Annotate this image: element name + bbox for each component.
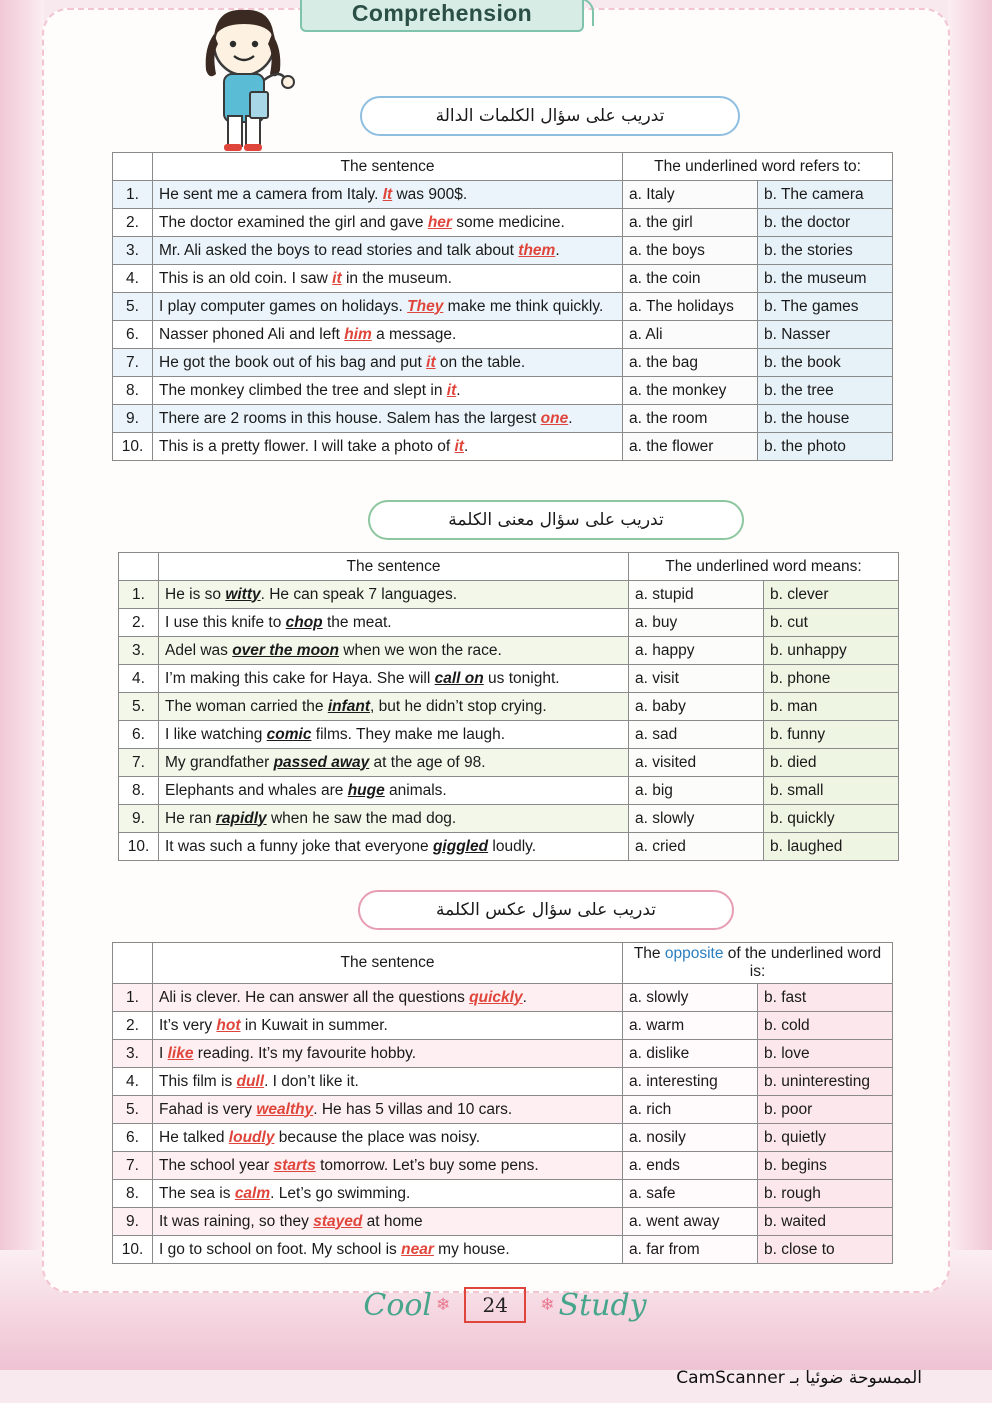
option-b[interactable]: b. unhappy [764, 637, 899, 665]
option-a[interactable]: a. ends [623, 1152, 758, 1180]
row-sentence: Mr. Ali asked the boys to read stories and talk about them. [153, 237, 623, 265]
option-b[interactable]: b. fast [758, 984, 893, 1012]
option-a[interactable]: a. The holidays [623, 293, 758, 321]
option-b[interactable]: b. died [764, 749, 899, 777]
table-row [113, 237, 893, 265]
row-sentence: It’s very hot in Kuwait in summer. [153, 1012, 623, 1040]
table-row [113, 1180, 893, 1208]
underlined-word: it [332, 269, 342, 287]
row-number: 9. [113, 1208, 153, 1236]
row-number: 7. [119, 749, 159, 777]
option-a[interactable]: a. Italy [623, 181, 758, 209]
row-number: 7. [113, 349, 153, 377]
underlined-word: it [454, 437, 464, 455]
row-sentence: The school year starts tomorrow. Let’s buy some pens. [153, 1152, 623, 1180]
row-number: 10. [119, 833, 159, 861]
table-row [113, 265, 893, 293]
row-sentence: The woman carried the infant, but he didn’t stop crying. [159, 693, 629, 721]
table-row [113, 405, 893, 433]
option-a[interactable]: a. baby [629, 693, 764, 721]
footer-ribbon [330, 1276, 680, 1334]
row-number: 6. [113, 321, 153, 349]
option-b[interactable]: b. quietly [758, 1124, 893, 1152]
row-sentence: This film is dull. I don’t like it. [153, 1068, 623, 1096]
row-number: 6. [119, 721, 159, 749]
section-title-1-text: تدريب على سؤال الكلمات الدالة [435, 106, 665, 126]
option-a[interactable]: a. dislike [623, 1040, 758, 1068]
table-row [113, 433, 893, 461]
option-a[interactable]: a. rich [623, 1096, 758, 1124]
row-sentence: I like watching comic films. They make me laugh. [159, 721, 629, 749]
row-sentence: He got the book out of his bag and put it on the table. [153, 349, 623, 377]
option-b[interactable]: b. funny [764, 721, 899, 749]
option-b[interactable]: b. rough [758, 1180, 893, 1208]
row-number: 8. [113, 377, 153, 405]
option-b[interactable]: b. close to [758, 1236, 893, 1264]
row-sentence: It was such a funny joke that everyone giggled loudly. [159, 833, 629, 861]
header-options-2 [629, 553, 899, 581]
page-title [300, 0, 584, 32]
table-row [113, 1152, 893, 1180]
row-number: 1. [113, 181, 153, 209]
table-row [113, 1124, 893, 1152]
option-a[interactable]: a. the girl [623, 209, 758, 237]
table-row [119, 833, 899, 861]
row-sentence: Adel was over the moon when we won the race. [159, 637, 629, 665]
option-b[interactable]: b. man [764, 693, 899, 721]
header-number [119, 553, 159, 581]
option-b[interactable]: b. The games [758, 293, 893, 321]
page-number-box [464, 1287, 526, 1323]
row-sentence: He sent me a camera from Italy. It was 900$. [153, 181, 623, 209]
option-a[interactable]: a. went away [623, 1208, 758, 1236]
table-row [113, 293, 893, 321]
table-row [113, 181, 893, 209]
table-row [113, 209, 893, 237]
row-sentence: He talked loudly because the place was noisy. [153, 1124, 623, 1152]
underlined-word: infant [327, 697, 371, 715]
header-number [113, 153, 153, 181]
row-sentence: Fahad is very wealthy. He has 5 villas and 10 cars. [153, 1096, 623, 1124]
row-sentence: The sea is calm. Let’s go swimming. [153, 1180, 623, 1208]
row-number: 4. [119, 665, 159, 693]
option-a[interactable]: a. visit [629, 665, 764, 693]
row-number: 4. [113, 1068, 153, 1096]
row-number: 5. [113, 1096, 153, 1124]
option-b[interactable]: b. the museum [758, 265, 893, 293]
page-number-text: 24 [482, 1293, 508, 1317]
option-b[interactable]: b. waited [758, 1208, 893, 1236]
option-b[interactable]: b. love [758, 1040, 893, 1068]
option-b[interactable]: b. quickly [764, 805, 899, 833]
table-row [113, 1096, 893, 1124]
row-number: 7. [113, 1152, 153, 1180]
option-a[interactable]: a. buy [629, 609, 764, 637]
table-row [113, 1040, 893, 1068]
row-number: 2. [119, 609, 159, 637]
header-options-3-post: of the underlined word is: [723, 945, 882, 980]
exercise-table-3 [112, 942, 893, 1264]
flower-icon-left: ❄ [436, 1295, 451, 1314]
table-header-row [113, 943, 893, 984]
row-sentence: Nasser phoned Ali and left him a message. [153, 321, 623, 349]
table-row [119, 805, 899, 833]
table-row [119, 721, 899, 749]
option-b[interactable]: b. laughed [764, 833, 899, 861]
header-options-3-pre: The [633, 945, 665, 962]
camscanner-watermark: الممسوحة ضوئيا بـ CamScanner [676, 1368, 922, 1388]
underlined-word: passed away [273, 753, 370, 771]
header-options-2-text: The underlined word means: [665, 557, 862, 575]
row-sentence: The doctor examined the girl and gave her some medicine. [153, 209, 623, 237]
option-a[interactable]: a. Ali [623, 321, 758, 349]
row-sentence: Ali is clever. He can answer all the questions quickly. [153, 984, 623, 1012]
row-number: 1. [113, 984, 153, 1012]
header-options-3 [623, 943, 893, 984]
table-row [119, 581, 899, 609]
footer-cool-text: Cool [363, 1287, 433, 1323]
table-row [119, 749, 899, 777]
underlined-word: one [540, 409, 569, 427]
header-sentence: The sentence [153, 943, 623, 984]
row-number: 8. [113, 1180, 153, 1208]
option-a[interactable]: a. safe [623, 1180, 758, 1208]
option-a[interactable]: a. sad [629, 721, 764, 749]
underlined-word: dull [236, 1072, 265, 1090]
underlined-word: wealthy [256, 1100, 314, 1118]
row-number: 10. [113, 433, 153, 461]
section-title-1 [360, 96, 740, 136]
underlined-word: like [167, 1044, 194, 1062]
row-number: 9. [119, 805, 159, 833]
table-row [119, 665, 899, 693]
underlined-word: call on [434, 669, 484, 687]
row-number: 3. [113, 1040, 153, 1068]
title-banner-tail [566, 0, 594, 26]
table-row [113, 1236, 893, 1264]
option-a[interactable]: a. the boys [623, 237, 758, 265]
row-sentence: The monkey climbed the tree and slept in it. [153, 377, 623, 405]
option-a[interactable]: a. the flower [623, 433, 758, 461]
row-number: 3. [113, 237, 153, 265]
row-sentence: This is a pretty flower. I will take a photo of it. [153, 433, 623, 461]
underlined-word: it [426, 353, 436, 371]
row-sentence: I’m making this cake for Haya. She will call on us tonight. [159, 665, 629, 693]
table-row [113, 1012, 893, 1040]
underlined-word: calm [234, 1184, 271, 1202]
flower-icon-right: ❄ [540, 1295, 555, 1314]
table-row [119, 637, 899, 665]
underlined-word: them [518, 241, 556, 259]
option-a[interactable]: a. far from [623, 1236, 758, 1264]
underlined-word: him [344, 325, 372, 343]
table-row [119, 609, 899, 637]
option-b[interactable]: b. the tree [758, 377, 893, 405]
row-number: 4. [113, 265, 153, 293]
row-sentence: This is an old coin. I saw it in the museum. [153, 265, 623, 293]
row-number: 9. [113, 405, 153, 433]
table-header-row [119, 553, 899, 581]
option-a[interactable]: a. slowly [623, 984, 758, 1012]
option-b[interactable]: b. the stories [758, 237, 893, 265]
option-a[interactable]: a. cried [629, 833, 764, 861]
footer-study-text: Study [558, 1287, 647, 1323]
section-title-2 [368, 500, 744, 540]
option-b[interactable]: b. The camera [758, 181, 893, 209]
row-sentence: I use this knife to chop the meat. [159, 609, 629, 637]
row-sentence: He is so witty. He can speak 7 languages. [159, 581, 629, 609]
row-sentence: It was raining, so they stayed at home [153, 1208, 623, 1236]
option-b[interactable]: b. the book [758, 349, 893, 377]
row-number: 2. [113, 209, 153, 237]
row-number: 3. [119, 637, 159, 665]
option-a[interactable]: a. the monkey [623, 377, 758, 405]
underlined-word: chop [285, 613, 323, 631]
header-sentence: The sentence [159, 553, 629, 581]
table-row [113, 1068, 893, 1096]
page-title-text: Comprehension [351, 0, 533, 26]
row-number: 2. [113, 1012, 153, 1040]
row-sentence: I like reading. It’s my favourite hobby. [153, 1040, 623, 1068]
underlined-word: It [382, 185, 393, 203]
option-b[interactable]: b. poor [758, 1096, 893, 1124]
option-a[interactable]: a. the coin [623, 265, 758, 293]
header-number [113, 943, 153, 984]
option-b[interactable]: b. small [764, 777, 899, 805]
option-a[interactable]: a. nosily [623, 1124, 758, 1152]
option-a[interactable]: a. interesting [623, 1068, 758, 1096]
option-b[interactable]: b. clever [764, 581, 899, 609]
table-row [113, 1208, 893, 1236]
exercise-table-2 [118, 552, 899, 861]
option-b[interactable]: b. uninteresting [758, 1068, 893, 1096]
underlined-word: over the moon [232, 641, 339, 659]
page-border-left [0, 0, 44, 1290]
option-a[interactable]: a. the room [623, 405, 758, 433]
row-sentence: I play computer games on holidays. They make me think quickly. [153, 293, 623, 321]
row-sentence: He ran rapidly when he saw the mad dog. [159, 805, 629, 833]
table-row [119, 693, 899, 721]
header-sentence: The sentence [153, 153, 623, 181]
row-sentence: Elephants and whales are huge animals. [159, 777, 629, 805]
header-options-3-opposite: opposite [664, 945, 724, 962]
row-number: 5. [113, 293, 153, 321]
table-row [113, 377, 893, 405]
page-border-right [948, 0, 992, 1290]
row-number: 6. [113, 1124, 153, 1152]
underlined-word: huge [347, 781, 385, 799]
table-row [113, 349, 893, 377]
option-b[interactable]: b. Nasser [758, 321, 893, 349]
option-b[interactable]: b. the doctor [758, 209, 893, 237]
header-options-1-text: The underlined word refers to: [654, 157, 861, 175]
row-sentence: I go to school on foot. My school is near my house. [153, 1236, 623, 1264]
underlined-word: witty [225, 585, 261, 603]
option-b[interactable]: b. the house [758, 405, 893, 433]
table-row [113, 321, 893, 349]
option-a[interactable]: a. visited [629, 749, 764, 777]
underlined-word: loudly [228, 1128, 275, 1146]
option-a[interactable]: a. happy [629, 637, 764, 665]
underlined-word: stayed [313, 1212, 363, 1230]
exercise-table-1 [112, 152, 893, 461]
underlined-word: near [401, 1240, 434, 1258]
header-options-1 [623, 153, 893, 181]
option-b[interactable]: b. phone [764, 665, 899, 693]
option-a[interactable]: a. stupid [629, 581, 764, 609]
underlined-word: hot [216, 1016, 241, 1034]
option-a[interactable]: a. slowly [629, 805, 764, 833]
underlined-word: rapidly [215, 809, 267, 827]
option-a[interactable]: a. big [629, 777, 764, 805]
table-header-row [113, 153, 893, 181]
option-b[interactable]: b. the photo [758, 433, 893, 461]
underlined-word: quickly [469, 988, 523, 1006]
section-title-2-text: تدريب على سؤال معنى الكلمة [448, 510, 664, 530]
option-a[interactable]: a. warm [623, 1012, 758, 1040]
student-illustration-icon [176, 4, 316, 154]
underlined-word: giggled [432, 837, 489, 855]
option-b[interactable]: b. cold [758, 1012, 893, 1040]
row-number: 5. [119, 693, 159, 721]
row-sentence: There are 2 rooms in this house. Salem has the largest one. [153, 405, 623, 433]
option-b[interactable]: b. begins [758, 1152, 893, 1180]
row-number: 1. [119, 581, 159, 609]
table-row [119, 777, 899, 805]
row-number: 10. [113, 1236, 153, 1264]
option-b[interactable]: b. cut [764, 609, 899, 637]
underlined-word: comic [266, 725, 312, 743]
underlined-word: They [407, 297, 444, 315]
underlined-word: it [446, 381, 457, 399]
section-title-3 [358, 890, 734, 930]
row-sentence: My grandfather passed away at the age of 98. [159, 749, 629, 777]
table-row [113, 984, 893, 1012]
option-a[interactable]: a. the bag [623, 349, 758, 377]
row-number: 8. [119, 777, 159, 805]
underlined-word: her [427, 213, 452, 231]
section-title-3-text: تدريب على سؤال عكس الكلمة [436, 900, 657, 920]
underlined-word: starts [273, 1156, 316, 1174]
